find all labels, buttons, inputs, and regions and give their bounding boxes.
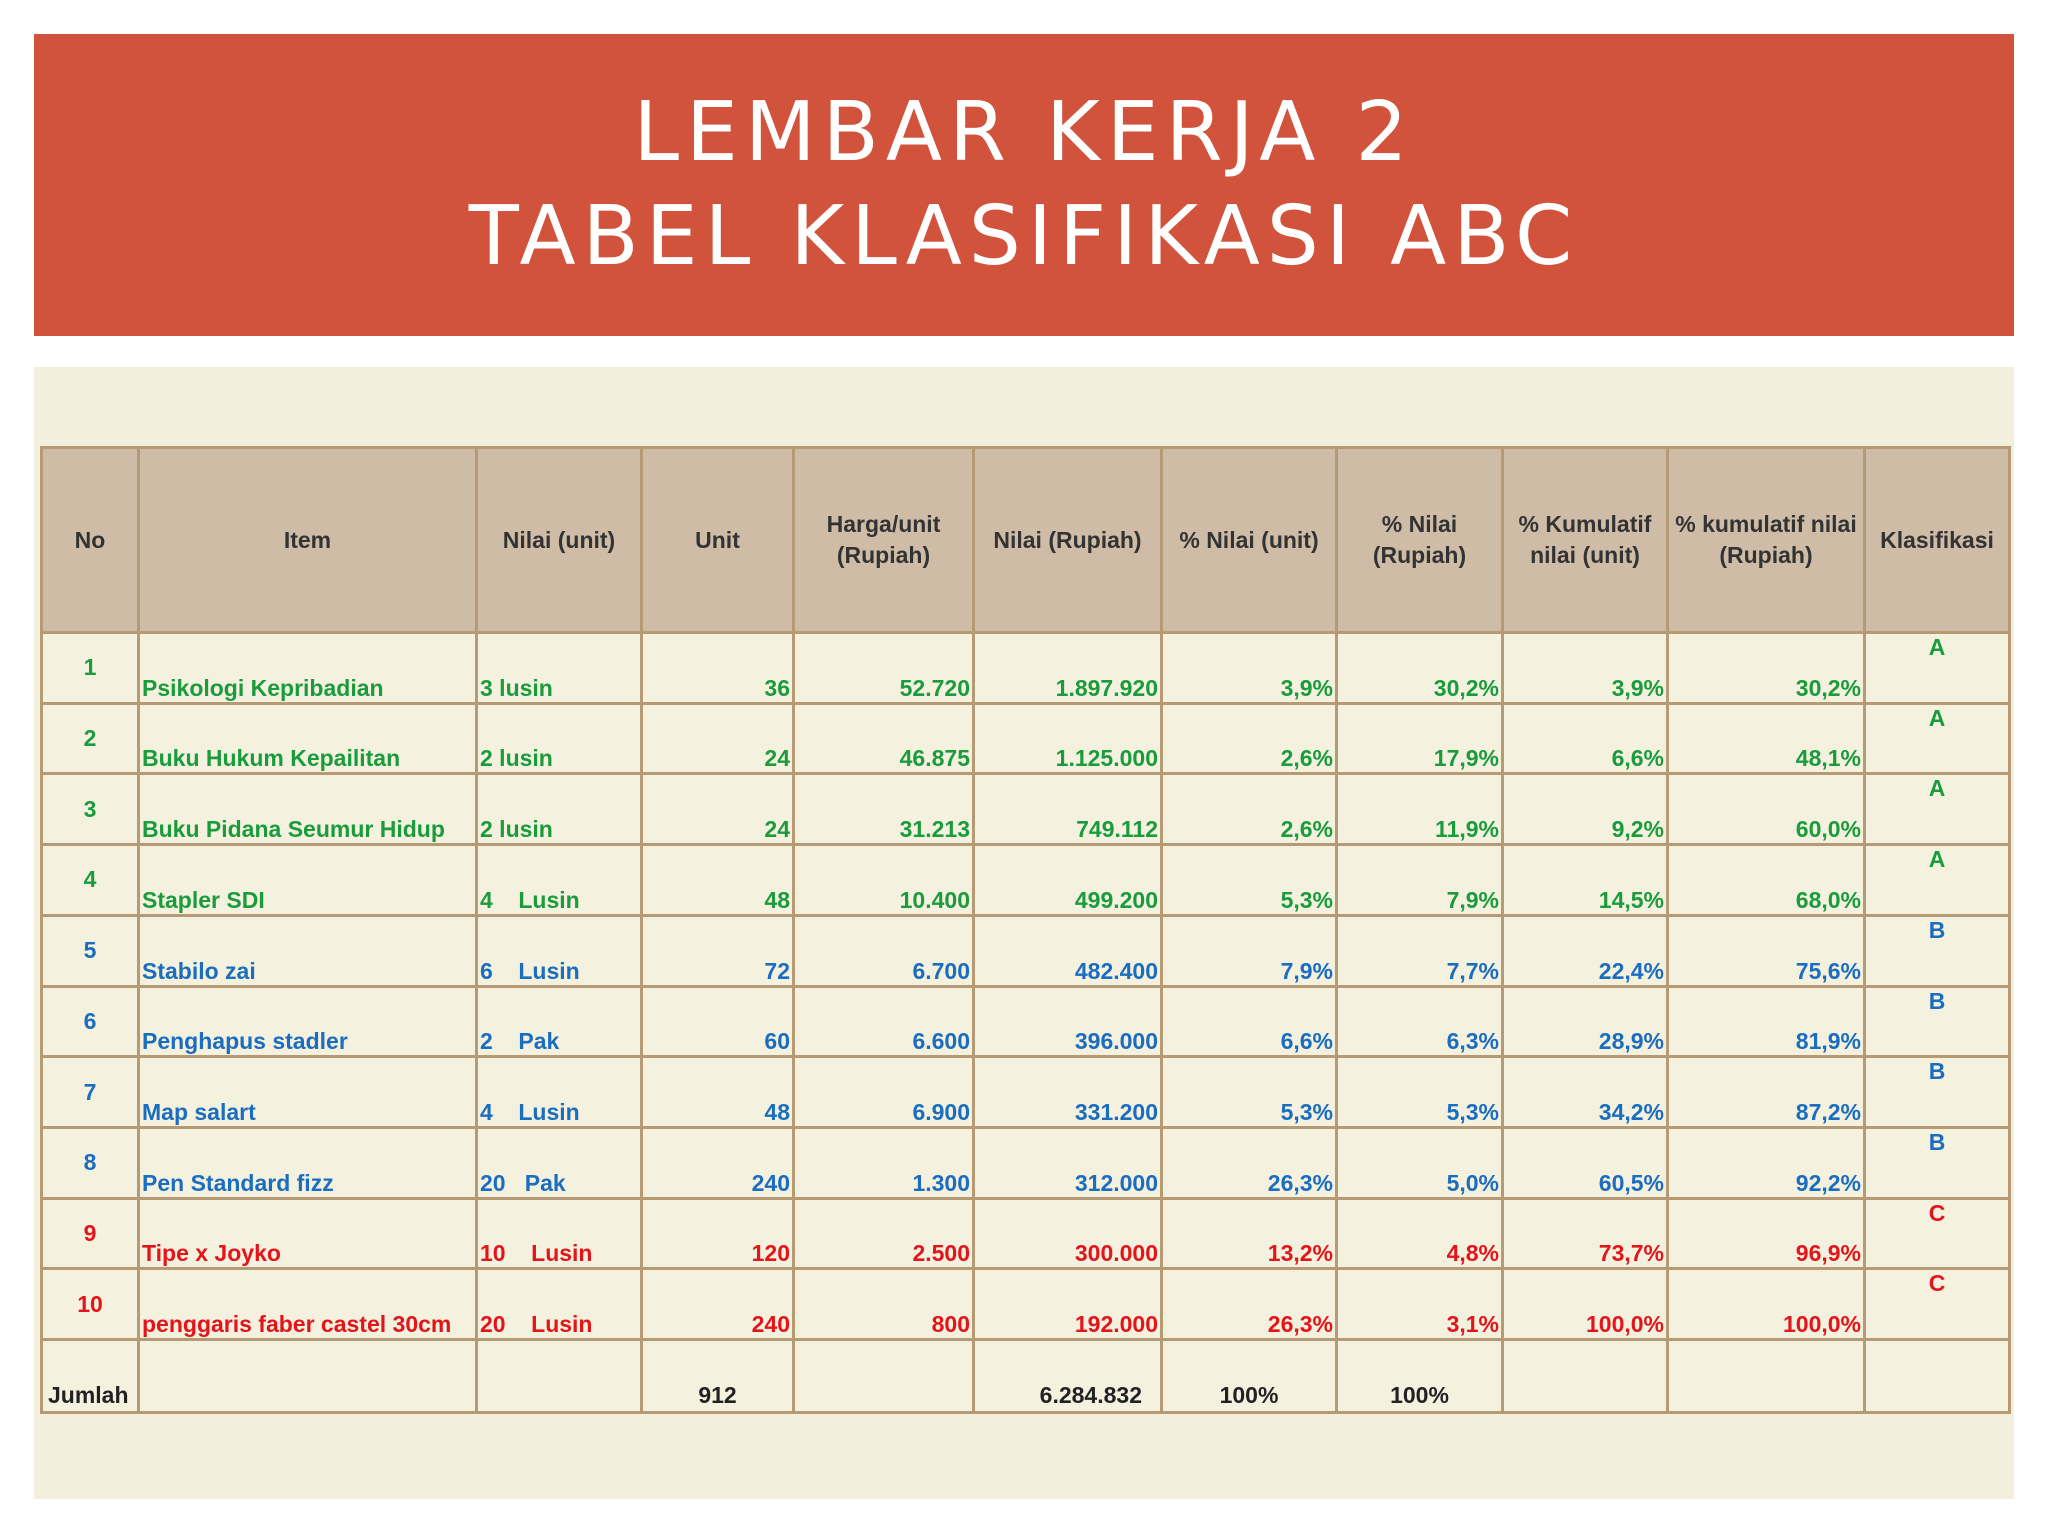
total-kum-rupiah-empty xyxy=(1668,1340,1865,1413)
cell-kum-rupiah: 92,2% xyxy=(1668,1127,1865,1198)
cell-nilai-unit: 3 lusin xyxy=(477,633,642,704)
header-harga-line1: Harga/unit xyxy=(826,511,941,537)
cell-unit: 36 xyxy=(642,633,794,704)
cell-no: 2 xyxy=(42,703,139,774)
header-kum-unit-line2: nilai (unit) xyxy=(1530,542,1640,568)
cell-nilai-rupiah: 749.112 xyxy=(974,774,1162,845)
cell-kum-rupiah: 96,9% xyxy=(1668,1198,1865,1269)
total-pct-rupiah: 100% xyxy=(1337,1340,1503,1413)
cell-pct-unit: 5,3% xyxy=(1162,1057,1337,1128)
cell-pct-rupiah: 11,9% xyxy=(1337,774,1503,845)
cell-no: 1 xyxy=(42,633,139,704)
header-unit: Unit xyxy=(642,448,794,633)
abc-classification-table xyxy=(40,446,2011,1414)
cell-klasifikasi: B xyxy=(1865,986,2010,1057)
total-nilai-rupiah: 6.284.832 xyxy=(974,1340,1162,1413)
total-nilai-unit-empty xyxy=(477,1340,642,1413)
header-no: No xyxy=(42,448,139,633)
cell-item: Map salart xyxy=(139,1057,477,1128)
cell-klasifikasi: A xyxy=(1865,703,2010,774)
cell-kum-unit: 14,5% xyxy=(1503,845,1668,916)
cell-harga: 46.875 xyxy=(794,703,974,774)
cell-pct-unit: 3,9% xyxy=(1162,633,1337,704)
cell-nilai-rupiah: 482.400 xyxy=(974,915,1162,986)
cell-kum-unit: 100,0% xyxy=(1503,1269,1668,1340)
header-nilai-unit: Nilai (unit) xyxy=(477,448,642,633)
cell-harga: 10.400 xyxy=(794,845,974,916)
cell-nilai-rupiah: 1.125.000 xyxy=(974,703,1162,774)
title-line-1: LEMBAR KERJA 2 xyxy=(633,85,1415,180)
total-item-empty xyxy=(139,1340,477,1413)
cell-nilai-rupiah: 1.897.920 xyxy=(974,633,1162,704)
total-label: Jumlah xyxy=(42,1340,139,1413)
cell-pct-rupiah: 30,2% xyxy=(1337,633,1503,704)
header-pct-nilai-rp-line1: % Nilai xyxy=(1381,511,1458,537)
cell-harga: 31.213 xyxy=(794,774,974,845)
total-harga-empty xyxy=(794,1340,974,1413)
cell-item: Pen Standard fizz xyxy=(139,1127,477,1198)
cell-nilai-unit: 2 lusin xyxy=(477,703,642,774)
table-row xyxy=(42,774,2010,845)
cell-no: 5 xyxy=(42,915,139,986)
cell-unit: 60 xyxy=(642,986,794,1057)
cell-pct-rupiah: 6,3% xyxy=(1337,986,1503,1057)
title-line-2: TABEL KLASIFIKASI ABC xyxy=(468,189,1580,284)
cell-no: 3 xyxy=(42,774,139,845)
cell-item: Stapler SDI xyxy=(139,845,477,916)
cell-item: Stabilo zai xyxy=(139,915,477,986)
cell-kum-rupiah: 75,6% xyxy=(1668,915,1865,986)
cell-unit: 240 xyxy=(642,1269,794,1340)
total-pct-unit: 100% xyxy=(1162,1340,1337,1413)
cell-klasifikasi: B xyxy=(1865,915,2010,986)
header-kum-rp-line1: % kumulatif nilai xyxy=(1675,511,1857,537)
cell-harga: 1.300 xyxy=(794,1127,974,1198)
table-row xyxy=(42,915,2010,986)
cell-item: Tipe x Joyko xyxy=(139,1198,477,1269)
header-pct-nilai-rupiah xyxy=(1337,448,1503,633)
cell-pct-unit: 26,3% xyxy=(1162,1269,1337,1340)
table-header-row xyxy=(42,448,2010,633)
table-row xyxy=(42,1269,2010,1340)
table-row xyxy=(42,1127,2010,1198)
header-kumulatif-unit xyxy=(1503,448,1668,633)
cell-pct-unit: 6,6% xyxy=(1162,986,1337,1057)
cell-nilai-rupiah: 192.000 xyxy=(974,1269,1162,1340)
cell-kum-rupiah: 87,2% xyxy=(1668,1057,1865,1128)
cell-kum-unit: 28,9% xyxy=(1503,986,1668,1057)
cell-unit: 48 xyxy=(642,1057,794,1128)
cell-pct-rupiah: 3,1% xyxy=(1337,1269,1503,1340)
cell-kum-unit: 22,4% xyxy=(1503,915,1668,986)
cell-pct-unit: 5,3% xyxy=(1162,845,1337,916)
cell-harga: 2.500 xyxy=(794,1198,974,1269)
cell-nilai-unit: 20 Lusin xyxy=(477,1269,642,1340)
cell-klasifikasi: B xyxy=(1865,1057,2010,1128)
cell-item: Penghapus stadler xyxy=(139,986,477,1057)
cell-kum-unit: 3,9% xyxy=(1503,633,1668,704)
table-row xyxy=(42,1198,2010,1269)
cell-nilai-unit: 4 Lusin xyxy=(477,845,642,916)
header-harga-unit xyxy=(794,448,974,633)
header-kum-rp-line2: (Rupiah) xyxy=(1719,542,1813,568)
cell-no: 9 xyxy=(42,1198,139,1269)
cell-nilai-unit: 2 lusin xyxy=(477,774,642,845)
cell-unit: 24 xyxy=(642,703,794,774)
total-klasifikasi-empty xyxy=(1865,1340,2010,1413)
cell-pct-unit: 26,3% xyxy=(1162,1127,1337,1198)
header-harga-line2: (Rupiah) xyxy=(836,542,931,568)
cell-pct-rupiah: 7,9% xyxy=(1337,845,1503,916)
cell-no: 8 xyxy=(42,1127,139,1198)
cell-pct-unit: 2,6% xyxy=(1162,703,1337,774)
cell-harga: 52.720 xyxy=(794,633,974,704)
cell-nilai-unit: 10 Lusin xyxy=(477,1198,642,1269)
cell-no: 7 xyxy=(42,1057,139,1128)
cell-kum-unit: 9,2% xyxy=(1503,774,1668,845)
cell-harga: 800 xyxy=(794,1269,974,1340)
cell-item: Buku Hukum Kepailitan xyxy=(139,703,477,774)
cell-item: Buku Pidana Seumur Hidup xyxy=(139,774,477,845)
cell-kum-rupiah: 48,1% xyxy=(1668,703,1865,774)
cell-klasifikasi: A xyxy=(1865,633,2010,704)
cell-kum-rupiah: 60,0% xyxy=(1668,774,1865,845)
table-row xyxy=(42,986,2010,1057)
cell-kum-rupiah: 30,2% xyxy=(1668,633,1865,704)
cell-no: 6 xyxy=(42,986,139,1057)
cell-nilai-unit: 2 Pak xyxy=(477,986,642,1057)
cell-pct-unit: 13,2% xyxy=(1162,1198,1337,1269)
header-item: Item xyxy=(139,448,477,633)
cell-unit: 48 xyxy=(642,845,794,916)
table-row xyxy=(42,845,2010,916)
cell-klasifikasi: A xyxy=(1865,845,2010,916)
cell-unit: 120 xyxy=(642,1198,794,1269)
cell-pct-rupiah: 4,8% xyxy=(1337,1198,1503,1269)
total-unit: 912 xyxy=(642,1340,794,1413)
cell-no: 4 xyxy=(42,845,139,916)
cell-harga: 6.600 xyxy=(794,986,974,1057)
header-kumulatif-rupiah xyxy=(1668,448,1865,633)
cell-nilai-rupiah: 396.000 xyxy=(974,986,1162,1057)
cell-kum-unit: 6,6% xyxy=(1503,703,1668,774)
cell-kum-unit: 34,2% xyxy=(1503,1057,1668,1128)
cell-klasifikasi: C xyxy=(1865,1269,2010,1340)
cell-kum-rupiah: 81,9% xyxy=(1668,986,1865,1057)
cell-item: penggaris faber castel 30cm xyxy=(139,1269,477,1340)
header-pct-nilai-unit: % Nilai (unit) xyxy=(1162,448,1337,633)
cell-nilai-unit: 20 Pak xyxy=(477,1127,642,1198)
title-banner xyxy=(34,34,2014,336)
header-nilai-rupiah: Nilai (Rupiah) xyxy=(974,448,1162,633)
cell-pct-unit: 7,9% xyxy=(1162,915,1337,986)
cell-unit: 24 xyxy=(642,774,794,845)
table-row xyxy=(42,703,2010,774)
cell-pct-rupiah: 5,0% xyxy=(1337,1127,1503,1198)
cell-pct-unit: 2,6% xyxy=(1162,774,1337,845)
header-pct-nilai-rp-line2: (Rupiah) xyxy=(1372,542,1467,568)
cell-item: Psikologi Kepribadian xyxy=(139,633,477,704)
cell-klasifikasi: A xyxy=(1865,774,2010,845)
cell-pct-rupiah: 7,7% xyxy=(1337,915,1503,986)
cell-nilai-rupiah: 312.000 xyxy=(974,1127,1162,1198)
cell-nilai-unit: 4 Lusin xyxy=(477,1057,642,1128)
cell-nilai-rupiah: 499.200 xyxy=(974,845,1162,916)
cell-harga: 6.900 xyxy=(794,1057,974,1128)
cell-kum-rupiah: 100,0% xyxy=(1668,1269,1865,1340)
table-row xyxy=(42,1057,2010,1128)
header-kum-unit-line1: % Kumulatif xyxy=(1518,511,1652,537)
header-klasifikasi: Klasifikasi xyxy=(1865,448,2010,633)
cell-unit: 240 xyxy=(642,1127,794,1198)
total-kum-unit-empty xyxy=(1503,1340,1668,1413)
cell-klasifikasi: C xyxy=(1865,1198,2010,1269)
cell-klasifikasi: B xyxy=(1865,1127,2010,1198)
cell-kum-unit: 60,5% xyxy=(1503,1127,1668,1198)
cell-no: 10 xyxy=(42,1269,139,1340)
table-row xyxy=(42,633,2010,704)
total-row xyxy=(42,1340,2010,1413)
cell-nilai-rupiah: 300.000 xyxy=(974,1198,1162,1269)
cell-nilai-rupiah: 331.200 xyxy=(974,1057,1162,1128)
cell-harga: 6.700 xyxy=(794,915,974,986)
cell-unit: 72 xyxy=(642,915,794,986)
cell-pct-rupiah: 5,3% xyxy=(1337,1057,1503,1128)
cell-pct-rupiah: 17,9% xyxy=(1337,703,1503,774)
cell-kum-rupiah: 68,0% xyxy=(1668,845,1865,916)
cell-nilai-unit: 6 Lusin xyxy=(477,915,642,986)
cell-kum-unit: 73,7% xyxy=(1503,1198,1668,1269)
